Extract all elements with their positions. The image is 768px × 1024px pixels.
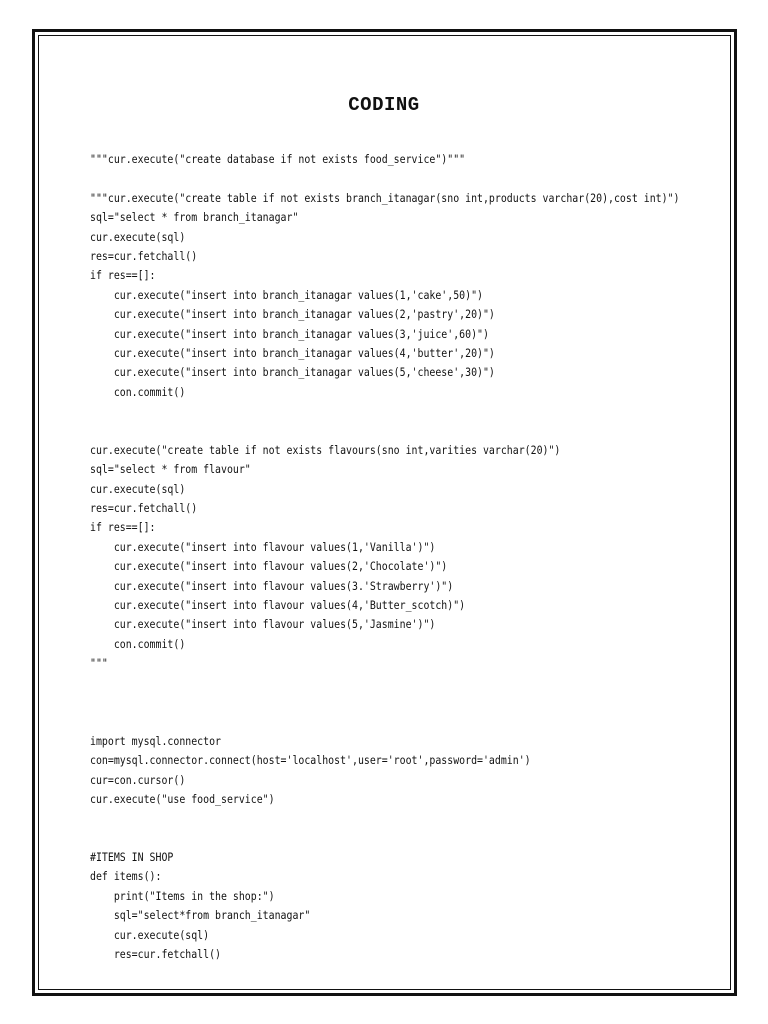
code-line: cur.execute("insert into branch_itanagar values(5,'cheese',30)") bbox=[90, 365, 495, 380]
code-line: cur.execute("insert into branch_itanagar values(4,'butter',20)") bbox=[90, 345, 495, 360]
code-line: cur.execute("insert into branch_itanagar values(1,'cake',50)") bbox=[90, 287, 483, 302]
code-line: def items(): bbox=[90, 869, 162, 884]
code-line bbox=[90, 421, 632, 440]
code-line bbox=[90, 169, 632, 188]
code-line: res=cur.fetchall() bbox=[90, 501, 198, 516]
code-line: print("Items in the shop:") bbox=[90, 888, 275, 903]
code-line: cur.execute("use food_service") bbox=[90, 791, 275, 806]
code-line: #ITEMS IN SHOP bbox=[90, 850, 174, 865]
code-line: """cur.execute("create table if not exists branch_itanagar(sno int,products varchar(20),cost int)") bbox=[90, 190, 680, 205]
code-line: import mysql.connector bbox=[90, 733, 222, 748]
code-line: con=mysql.connector.connect(host='localhost',user='root',password='admin') bbox=[90, 753, 531, 768]
code-line bbox=[90, 693, 632, 712]
code-line: cur.execute(sql) bbox=[90, 229, 186, 244]
code-line: cur=con.cursor() bbox=[90, 772, 186, 787]
code-line: cur.execute("insert into flavour values(4,'Butter_scotch)") bbox=[90, 597, 466, 612]
code-line bbox=[90, 402, 632, 421]
code-line: con.commit() bbox=[90, 384, 186, 399]
code-line: cur.execute("insert into flavour values(5,'Jasmine')") bbox=[90, 617, 436, 632]
code-line: """cur.execute("create database if not exists food_service")""" bbox=[90, 152, 466, 166]
code-line: cur.execute(sql) bbox=[90, 927, 210, 942]
code-line: cur.execute(sql) bbox=[90, 481, 186, 496]
code-line: cur.execute("create table if not exists flavours(sno int,varities varchar(20)") bbox=[90, 442, 561, 457]
code-line bbox=[90, 809, 632, 828]
code-line bbox=[90, 674, 632, 693]
code-line: con.commit() bbox=[90, 636, 186, 651]
code-line: sql="select*from branch_itanagar" bbox=[90, 908, 311, 923]
code-block bbox=[90, 150, 680, 964]
code-line: res=cur.fetchall() bbox=[90, 947, 222, 962]
code-line: """ bbox=[90, 656, 108, 671]
code-line: if res==[]: bbox=[90, 268, 156, 283]
page-title: CODING bbox=[348, 94, 420, 116]
code-line: cur.execute("insert into flavour values(1,'Vanilla')") bbox=[90, 539, 436, 554]
code-line: res=cur.fetchall() bbox=[90, 248, 198, 263]
code-line bbox=[90, 829, 632, 848]
code-line bbox=[90, 712, 632, 731]
code-line: cur.execute("insert into branch_itanagar values(3,'juice',60)") bbox=[90, 326, 489, 341]
code-line: sql="select * from flavour" bbox=[90, 462, 251, 477]
code-line: cur.execute("insert into flavour values(3.'Strawberry')") bbox=[90, 578, 454, 593]
code-line: cur.execute("insert into branch_itanagar values(2,'pastry',20)") bbox=[90, 307, 495, 322]
code-line: sql="select * from branch_itanagar" bbox=[90, 210, 299, 225]
code-line: if res==[]: bbox=[90, 520, 156, 535]
code-line: cur.execute("insert into flavour values(2,'Chocolate')") bbox=[90, 559, 448, 574]
